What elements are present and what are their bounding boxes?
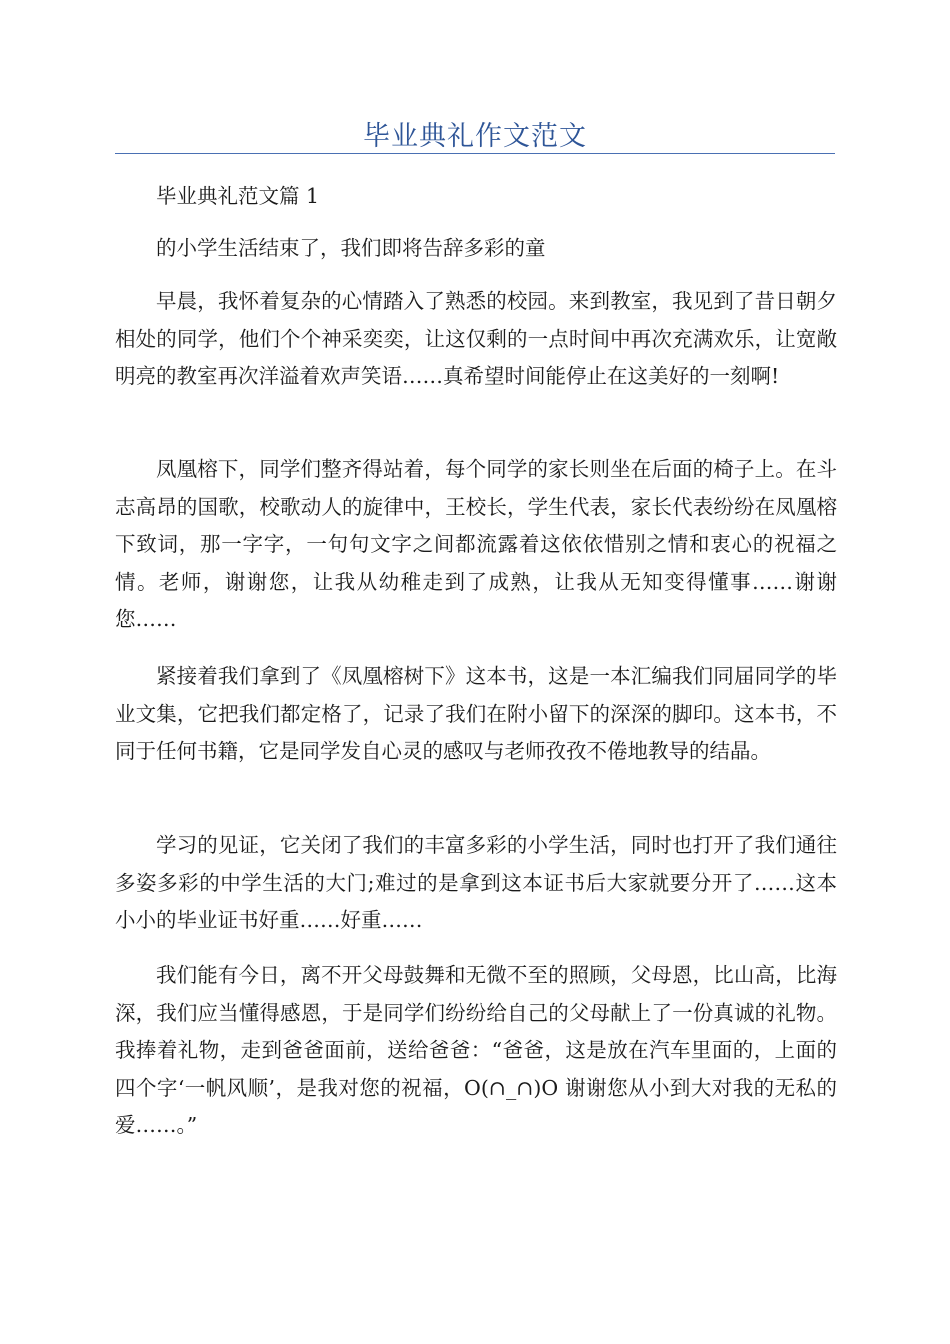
paragraph-morning: 早晨，我怀着复杂的心情踏入了熟悉的校园。来到教室，我见到了昔日朝夕相处的同学，他们个个神采奕奕，让这仅剩的一点时间中再次充满欢乐，让宽敞明亮的教室再次洋溢着欢声笑语……真希望时间能停止在这美好的一刻啊! <box>115 289 837 388</box>
paragraph-ceremony: 凤凰榕下，同学们整齐得站着，每个同学的家长则坐在后面的椅子上。在斗志高昂的国歌，校歌动人的旋律中，王校长，学生代表，家长代表纷纷在凤凰榕下致词，那一字字，一句句文字之间都流露着这依依惜别之情和衷心的祝福之情。老师，谢谢您，让我从幼稚走到了成熟，让我从无知变得懂事……谢谢您…… <box>115 457 837 631</box>
paragraph-certificate: 学习的见证，它关闭了我们的丰富多彩的小学生活，同时也打开了我们通往多姿多彩的中学生活的大门;难过的是拿到这本证书后大家就要分开了……这本小小的毕业证书好重……好重…… <box>115 833 837 932</box>
paragraph-intro: 的小学生活结束了，我们即将告辞多彩的童 <box>156 236 546 260</box>
paragraph-gratitude: 我们能有今日，离不开父母鼓舞和无微不至的照顾，父母恩，比山高，比海深，我们应当懂得感恩，于是同学们纷纷给自己的父母献上了一份真诚的礼物。我捧着礼物，走到爸爸面前，送给爸爸：“爸爸，这是放在汽车里面的，上面的四个字‘一帆风顺’，是我对您的祝福，O(∩_∩)O 谢谢您从小到大对我的无私的爱……。” <box>115 963 837 1137</box>
title-divider <box>115 153 835 154</box>
paragraph-section-heading: 毕业典礼范文篇 1 <box>156 184 320 208</box>
paragraph-book: 紧接着我们拿到了《凤凰榕树下》这本书，这是一本汇编我们同届同学的毕业文集，它把我们都定格了，记录了我们在附小留下的深深的脚印。这本书，不同于任何书籍，它是同学发自心灵的感叹与老师孜孜不倦地教导的结晶。 <box>115 664 837 763</box>
document-title: 毕业典礼作文范文 <box>363 121 587 152</box>
